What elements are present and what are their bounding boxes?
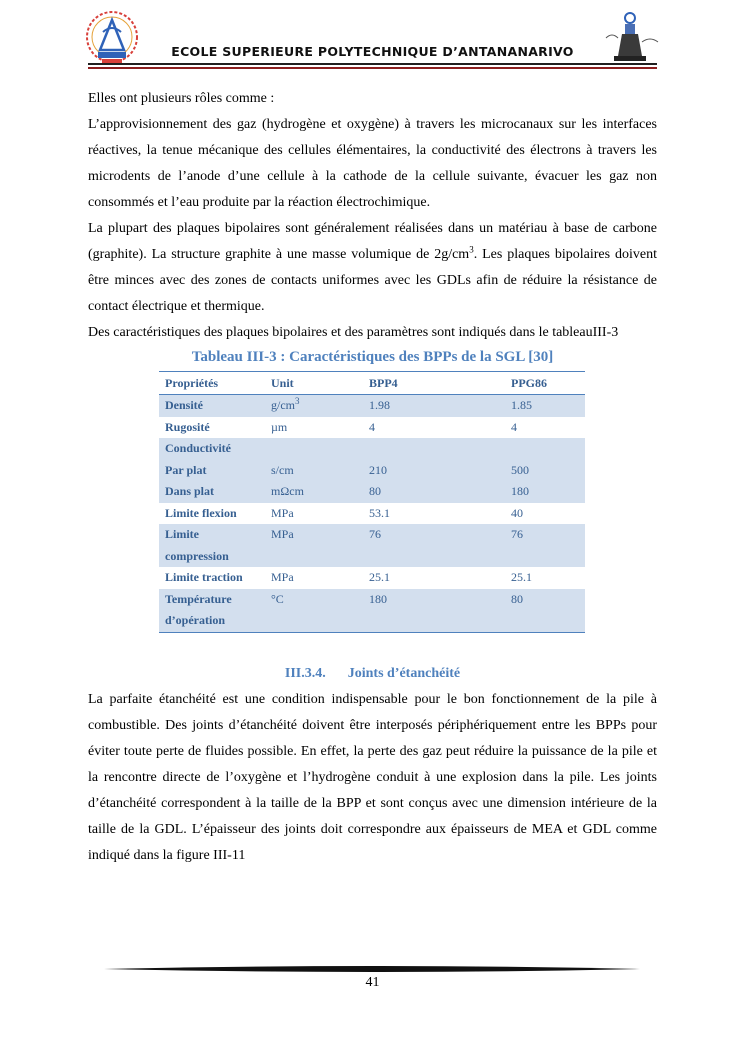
unit-superscript: 3	[295, 396, 300, 406]
cell-bpp4: 76	[363, 524, 505, 567]
cell-unit	[265, 395, 363, 417]
cell-unit: MPa	[265, 524, 363, 567]
superscript: 3	[469, 244, 474, 255]
section-title: Joints d’étanchéité	[347, 665, 461, 681]
cell-label	[159, 524, 265, 567]
table-row-densite	[159, 395, 585, 417]
cell-label-line1: Température	[165, 591, 232, 606]
cell-unit: MPa	[271, 505, 294, 520]
paragraph-graphite	[88, 216, 657, 320]
school-logo-icon	[84, 10, 140, 68]
cell-ppg86: 1.85	[505, 395, 585, 417]
cell-label: Dans plat	[159, 481, 265, 503]
header-title: ECOLE SUPERIEURE POLYTECHNIQUE D’ANTANANARIVO	[171, 44, 574, 59]
cell-empty	[505, 438, 585, 460]
cell-label-line2: compression	[165, 548, 229, 563]
paragraph-graphite-part1: La plupart des plaques bipolaires sont généralement réalisées dans un matériau à base de carbone (graphite). La structure graphite à une masse volumique de 2g/cm	[88, 221, 657, 262]
cell-bpp4: 210	[363, 460, 505, 482]
cell-label-line1: Limite	[165, 527, 199, 541]
section-number: III.3.4.	[284, 665, 326, 681]
paragraph-joints: La parfaite étanchéité est une condition indispensable pour le bon fonctionnement de la pile à combustible. Des joints d’étanchéité doivent être interposés périphériquement entre les BPPs pour éviter toute perte de fluides possible. En effet, la perte des gaz peut réduire la puissance de la pile et la rencontre directe de l’oxygène et l’hydrogène conduit à une explosion dans la pile. Les joints d’étanchéité correspondent à la taille de la BPP et sont conçus avec une dimension intérieure de la taille de la GDL. L’épaisseur des joints doit correspondre aux épaisseurs de MEA et GDL comme indiqué dans la figure III-11	[88, 691, 657, 863]
table-row-temperature	[159, 589, 585, 633]
cell-ppg86: 25.1	[511, 570, 532, 584]
cell-label-line2: d’opération	[165, 613, 225, 627]
cell-unit: s/cm	[265, 460, 363, 482]
table-row-dans-plat	[159, 481, 585, 503]
table-row-limite-flexion	[159, 503, 585, 525]
cell-ppg86: 180	[505, 481, 585, 503]
paragraph-table-ref: Des caractéristiques des plaques bipolaires et des paramètres sont indiqués dans le tableauIII-3	[88, 325, 619, 340]
bpp-table	[159, 371, 585, 633]
cell-ppg86: 76	[505, 524, 585, 567]
cell-unit: mΩcm	[265, 481, 363, 503]
header-divider	[88, 63, 657, 65]
table-row-limite-compression	[159, 524, 585, 567]
paragraph-roles: L’approvisionnement des gaz (hydrogène et oxygène) à travers les microcanaux sur les interfaces réactives, la tenue mécanique des cellules élémentaires, la conductivité des électrons à travers les microdents de l’anode d’une cellule à la cathode de la cellule suivante, évacuer les gaz non consommés et l’eau produite par la réaction électrochimique.	[88, 117, 657, 210]
cell-bpp4: 1.98	[363, 395, 505, 417]
cell-label: Rugosité	[165, 419, 210, 434]
cell-unit: MPa	[271, 570, 294, 584]
table-row-limite-traction	[159, 567, 585, 589]
cell-ppg86: 80	[505, 589, 585, 633]
cell-empty	[265, 438, 363, 460]
cell-bpp4: 80	[363, 481, 505, 503]
cell-bpp4: 180	[363, 589, 505, 633]
cell-label: Limite traction	[165, 570, 243, 584]
cell-label: Limite flexion	[165, 505, 237, 520]
cell-label: Conductivité	[159, 438, 265, 460]
cell-label: Densité	[159, 395, 265, 417]
cell-bpp4: 4	[369, 419, 375, 434]
cell-ppg86: 40	[511, 505, 523, 520]
cell-bpp4: 25.1	[369, 570, 390, 584]
cell-ppg86: 500	[505, 460, 585, 482]
header-divider-accent	[88, 67, 657, 69]
cell-label	[159, 589, 265, 633]
footer-divider	[104, 964, 640, 974]
table-header-row	[159, 372, 585, 395]
page-content	[88, 86, 657, 869]
cell-unit: °C	[265, 589, 363, 633]
paragraph-intro: Elles ont plusieurs rôles comme :	[88, 91, 275, 106]
header-proprietes: Propriétés	[159, 372, 265, 395]
table-row-rugosite	[159, 417, 585, 439]
paragraph-graphite-part2: . Les plaques bipolaires doivent être minces avec des zones de contacts uniformes avec les GDLs afin de réduire la résistance de contact électrique et thermique.	[88, 247, 657, 314]
cell-label: Par plat	[159, 460, 265, 482]
cell-empty	[363, 438, 505, 460]
unit-text: g/cm	[271, 398, 295, 412]
table-caption: Tableau III-3 : Caractéristiques des BPPs de la SGL [30]	[191, 349, 554, 365]
cell-unit: µm	[271, 419, 288, 434]
table-row-par-plat	[159, 460, 585, 482]
header-unit: Unit	[265, 372, 363, 395]
section-heading	[88, 661, 657, 687]
header-bpp4: BPP4	[363, 372, 505, 395]
cell-bpp4: 53.1	[369, 505, 390, 520]
cell-ppg86: 4	[511, 419, 517, 434]
table-row-conductivite	[159, 438, 585, 460]
header-ppg86: PPG86	[505, 372, 585, 395]
page-number: 41	[365, 975, 380, 990]
